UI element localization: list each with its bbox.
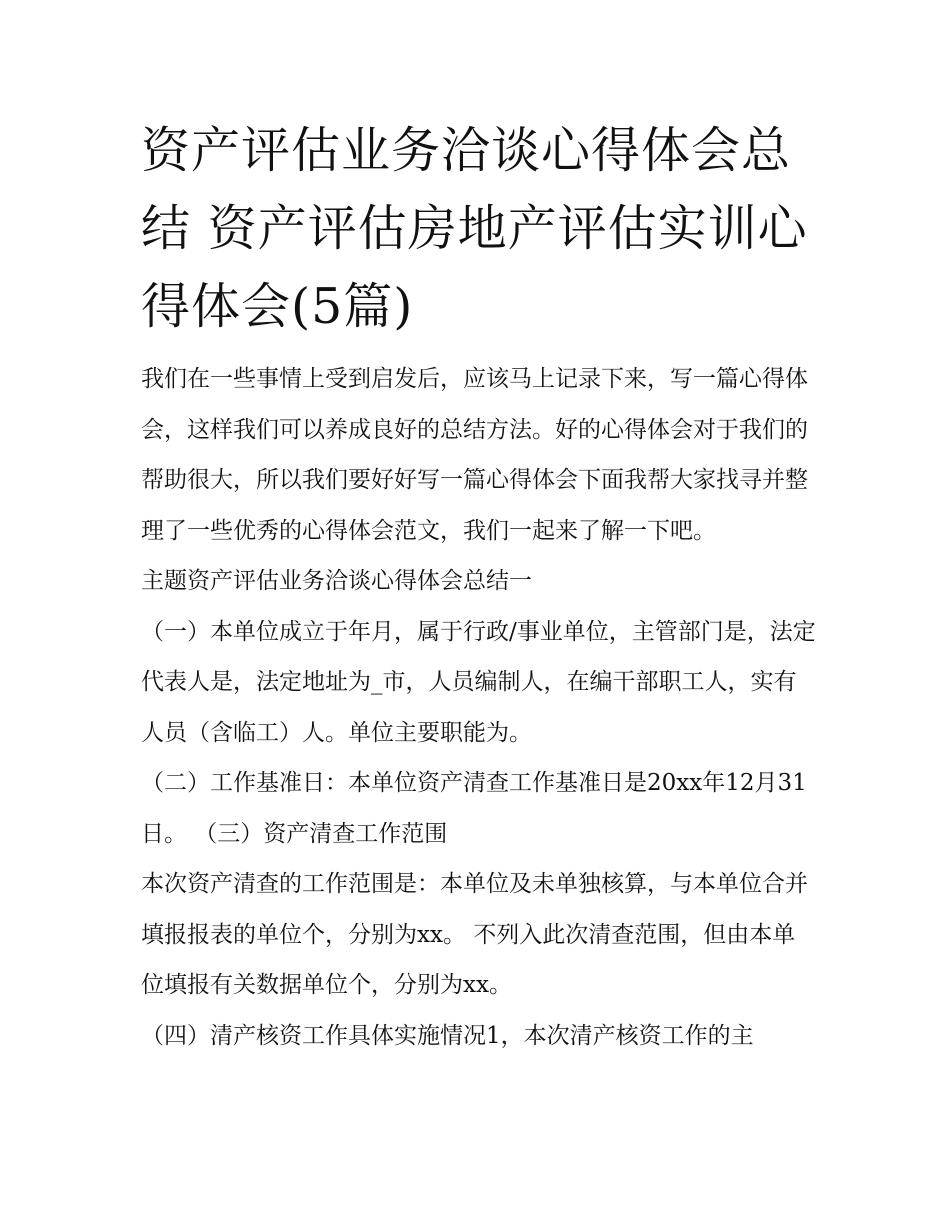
intro-paragraph: 我们在一些事情上受到启发后，应该马上记录下来，写一篇心得体会，这样我们可以养成良好的总结方法。好的心得体会对于我们的帮助很大，所以我们要好好写一篇心得体会下面我帮大家找寻并整理了一些优秀的心得体会范文，我们一起来了解一下吧。 bbox=[141, 366, 808, 544]
document-body bbox=[141, 354, 816, 1061]
paragraph-base-date: （二）工作基准日：本单位资产清查工作基准日是20xx年12月31日。 （三）资产清查工作范围 bbox=[141, 770, 807, 847]
paragraph-scope: 本次资产清查的工作范围是：本单位及未单独核算，与本单位合并填报报表的单位个，分别为xx。 不列入此次清查范围，但由本单位填报有关数据单位个，分别为xx。 bbox=[141, 871, 808, 998]
document-title: 资产评估业务洽谈心得体会总结 资产评估房地产评估实训心得体会(5篇) bbox=[141, 122, 808, 335]
section-heading: 主题资产评估业务洽谈心得体会总结一 bbox=[141, 568, 532, 594]
paragraph-implementation: （四）清产核资工作具体实施情况1，本次清产核资工作的主 bbox=[141, 1022, 754, 1049]
paragraph-unit-info: （一）本单位成立于年月，属于行政/事业单位，主管部门是，法定代表人是，法定地址为_市，人员编制人，在编干部职工人，实有人员（含临工）人。单位主要职能为。 bbox=[141, 618, 816, 746]
